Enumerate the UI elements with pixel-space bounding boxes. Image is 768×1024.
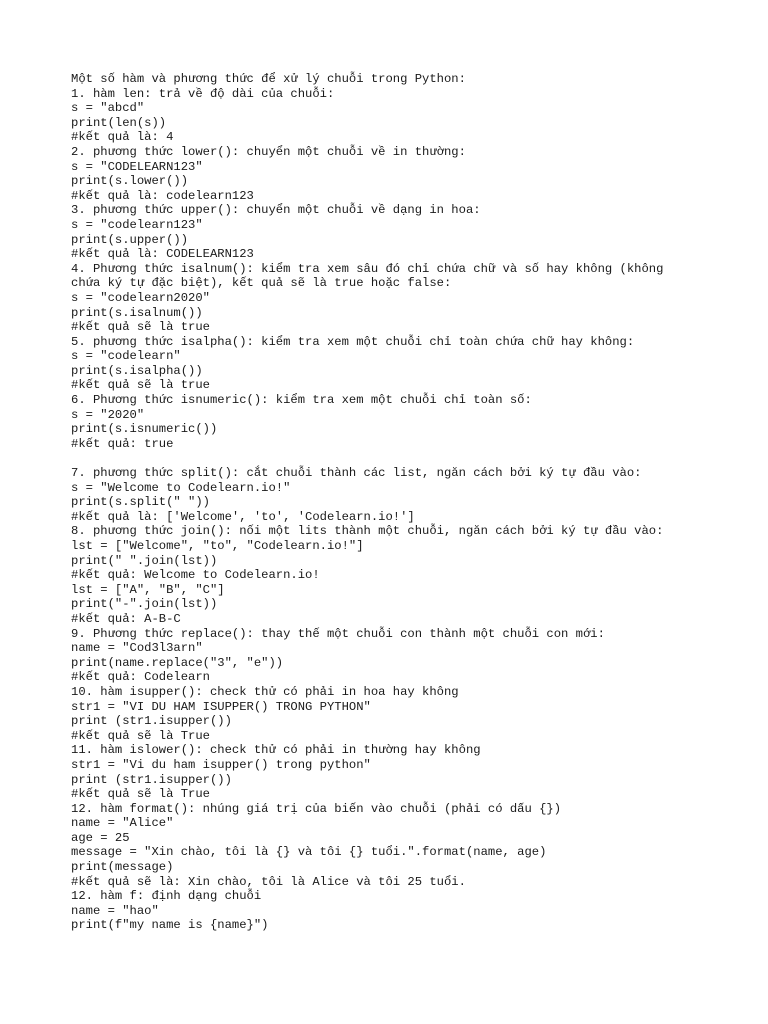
doc-line: print(s.lower()) [71, 174, 189, 189]
doc-line: #kết quả là: ['Welcome', 'to', 'Codelearn.io!'] [71, 509, 415, 524]
doc-line: print (str1.isupper()) [71, 772, 232, 787]
doc-line: age = 25 [71, 830, 130, 845]
doc-line: print(s.isalnum()) [71, 305, 203, 320]
doc-line: #kết quả: true [71, 436, 174, 451]
doc-line: str1 = "VI DU HAM ISUPPER() TRONG PYTHON" [71, 699, 371, 714]
doc-line: 12. hàm format(): nhúng giá trị của biến vào chuỗi (phải có dấu {}) [71, 801, 562, 816]
doc-line: #kết quả là: 4 [71, 130, 174, 145]
doc-line: 7. phương thức split(): cắt chuỗi thành các list, ngăn cách bởi ký tự đầu vào: [71, 466, 642, 481]
doc-line: #kết quả sẽ là true [71, 378, 210, 393]
doc-line: 11. hàm islower(): check thử có phải in thường hay không [71, 743, 481, 758]
doc-line: s = "CODELEARN123" [71, 159, 203, 174]
doc-line: s = "Welcome to Codelearn.io!" [71, 480, 291, 495]
doc-line: str1 = "Vi du ham isupper() trong python" [71, 757, 371, 772]
doc-line: s = "2020" [71, 407, 145, 422]
doc-line: print("-".join(lst)) [71, 597, 218, 612]
doc-blank-line [71, 451, 761, 466]
doc-line: #kết quả là: codelearn123 [71, 188, 254, 203]
doc-line: lst = ["A", "B", "C"] [71, 582, 225, 597]
doc-line: s = "codelearn2020" [71, 290, 210, 305]
doc-line: print(" ".join(lst)) [71, 553, 218, 568]
doc-line: lst = ["Welcome", "to", "Codelearn.io!"] [71, 539, 364, 553]
doc-line: 3. phương thức upper(): chuyển một chuỗi về dạng in hoa: [71, 203, 481, 218]
doc-line: name = "hao" [71, 903, 159, 918]
doc-line: 5. phương thức isalpha(): kiểm tra xem một chuỗi chỉ toàn chứa chữ hay không: [71, 334, 635, 349]
doc-line: 10. hàm isupper(): check thử có phải in hoa hay không [71, 684, 459, 699]
doc-line: 8. phương thức join(): nối một lits thành một chuỗi, ngăn cách bởi ký tự đầu vào: [71, 524, 664, 539]
doc-line: #kết quả sẽ là: Xin chào, tôi là Alice và tôi 25 tuổi. [71, 874, 466, 889]
doc-line: print(s.split(" ")) [71, 495, 210, 510]
doc-line: #kết quả sẽ là True [71, 787, 210, 802]
doc-line: print(s.upper()) [71, 232, 189, 247]
doc-line: #kết quả sẽ là True [71, 728, 210, 743]
doc-line: 9. Phương thức replace(): thay thế một chuỗi con thành một chuỗi con mới: [71, 626, 605, 641]
doc-line: message = "Xin chào, tôi là {} và tôi {} tuổi.".format(name, age) [71, 845, 547, 860]
document-body [71, 72, 761, 933]
doc-line: print(f"my name is {name}") [71, 918, 269, 933]
doc-line: #kết quả: A-B-C [71, 611, 181, 626]
doc-line: name = "Cod3l3arn" [71, 641, 203, 656]
doc-line: print (str1.isupper()) [71, 714, 232, 729]
doc-line: print(name.replace("3", "e")) [71, 655, 284, 670]
doc-line: 1. hàm len: trả về độ dài của chuỗi: [71, 86, 335, 101]
doc-line: chứa ký tự đặc biệt), kết quả sẽ là true hoặc false: [71, 276, 452, 291]
doc-line: #kết quả là: CODELEARN123 [71, 247, 254, 262]
doc-line: 2. phương thức lower(): chuyển một chuỗi về in thường: [71, 144, 466, 159]
doc-line: #kết quả: Welcome to Codelearn.io! [71, 568, 320, 583]
doc-line: print(len(s)) [71, 115, 167, 130]
doc-line: s = "codelearn123" [71, 217, 203, 232]
doc-line: #kết quả sẽ là true [71, 320, 210, 335]
doc-line: 12. hàm f: định dạng chuỗi [71, 889, 262, 904]
doc-line: print(message) [71, 860, 174, 875]
doc-line: #kết quả: Codelearn [71, 670, 210, 685]
doc-line: print(s.isalpha()) [71, 363, 203, 378]
doc-line: name = "Alice" [71, 816, 174, 831]
doc-line: s = "codelearn" [71, 349, 181, 364]
doc-line: s = "abcd" [71, 101, 145, 116]
doc-line: print(s.isnumeric()) [71, 422, 218, 437]
doc-line: 6. Phương thức isnumeric(): kiểm tra xem một chuỗi chỉ toàn số: [71, 393, 532, 408]
doc-line: 4. Phương thức isalnum(): kiểm tra xem sâu đó chỉ chứa chữ và số hay không (không [71, 261, 664, 276]
doc-line: Một số hàm và phương thức để xử lý chuỗi trong Python: [71, 72, 466, 86]
